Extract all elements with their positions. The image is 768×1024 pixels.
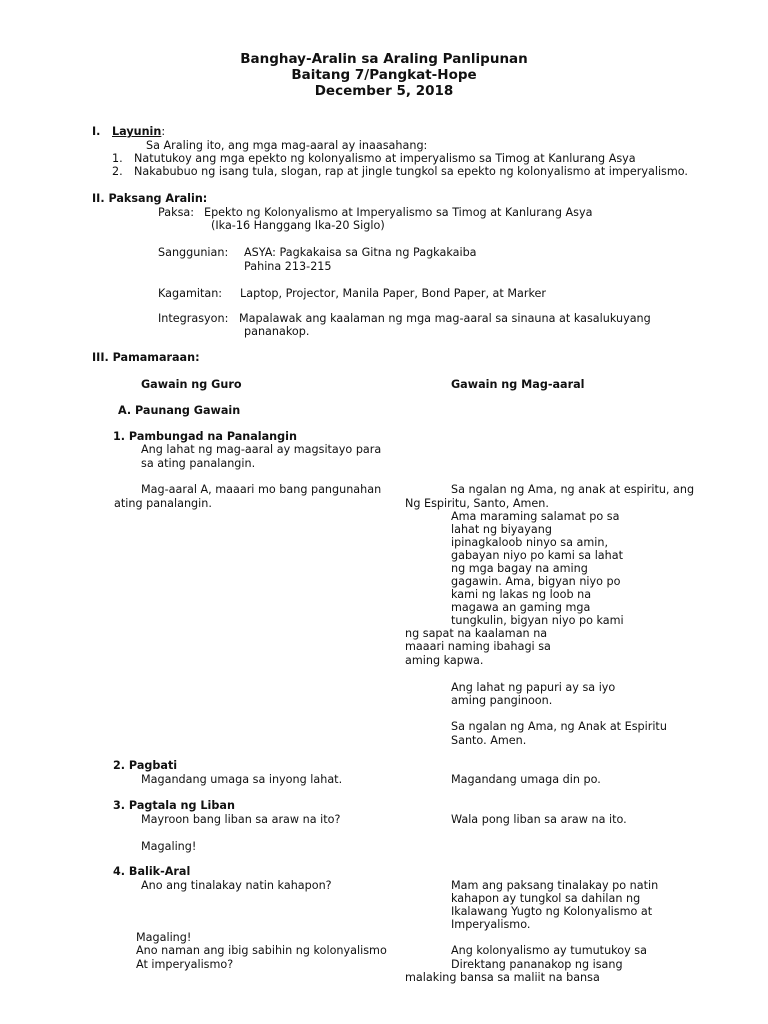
teacher-line: Ano naman ang ibig sabihin ng kolonyalismo [136,944,387,957]
student-line: Sa ngalan ng Ama, ng Anak at Espiritu [451,720,667,733]
integrasyon-label: Integrasyon: [158,312,229,325]
teacher-line: Mag-aaral A, maaari mo bang pangunahan [141,483,382,496]
student-line: aming panginoon. [451,694,553,707]
objective-number: 1. [112,152,123,165]
objectives-intro: Sa Araling ito, ang mga mag-aaral ay inaasahang: [146,139,428,152]
sanggunian-pages: Pahina 213-215 [244,260,332,273]
student-line: tungkulin, bigyan niyo po kami [451,614,624,627]
student-line: Ama maraming salamat po sa [451,510,620,523]
student-line: magawa an gaming mga [451,601,591,614]
student-line: aming kapwa. [405,654,484,667]
teacher-line: Mayroon bang liban sa araw na ito? [141,813,341,826]
section3-title: III. Pamamaraan: [92,351,200,364]
teacher-line: sa ating panalangin. [141,457,256,470]
grade-section: Baitang 7/Pangkat-Hope [291,67,477,83]
teacher-line: Magaling! [141,840,197,853]
student-column-header: Gawain ng Mag-aaral [451,378,585,391]
subsection-a: A. Paunang Gawain [118,404,241,417]
kagamitan-label: Kagamitan: [158,287,223,300]
student-line: malaking bansa sa maliit na bansa [405,971,600,984]
integrasyon-text-cont: pananakop. [244,325,310,338]
paksa-subtext: (Ika-16 Hanggang Ika-20 Siglo) [211,219,385,232]
section1-numeral: I. [92,125,101,138]
teacher-line: Magandang umaga sa inyong lahat. [141,773,343,786]
teacher-column-header: Gawain ng Guro [141,378,242,391]
student-line: Direktang pananakop ng isang [451,958,623,971]
student-line: Ng Espiritu, Santo, Amen. [405,497,549,510]
section2-title: II. Paksang Aralin: [92,192,208,205]
student-line: kami ng lakas ng loob na [451,588,592,601]
integrasyon-text: Mapalawak ang kaalaman ng mga mag-aaral sa sinauna at kasalukuyang [239,312,651,325]
teacher-line: Ano ang tinalakay natin kahapon? [141,879,332,892]
student-line: ng mga bagay na aming [451,562,588,575]
sanggunian-label: Sanggunian: [158,246,229,259]
objective-text: Nakabubuo ng isang tula, slogan, rap at jingle tungkol sa epekto ng kolonyalismo at imperyalismo. [134,165,688,178]
student-line: Imperyalismo. [451,918,531,931]
student-line: Wala pong liban sa araw na ito. [451,813,627,826]
student-line: lahat ng biyayang [451,523,552,536]
sanggunian-text: ASYA: Pagkakaisa sa Gitna ng Pagkakaiba [244,246,477,259]
step2-title: 2. Pagbati [113,759,178,772]
student-line: gabayan niyo po kami sa lahat [451,549,623,562]
student-line: Ang lahat ng papuri ay sa iyo [451,681,616,694]
step1-title: 1. Pambungad na Panalangin [113,430,297,443]
paksa-text: Epekto ng Kolonyalismo at Imperyalismo sa Timog at Kanlurang Asya [204,206,593,219]
step3-title: 3. Pagtala ng Liban [113,799,235,812]
section1-title: Layunin [112,125,162,138]
student-line: Mam ang paksang tinalakay po natin [451,879,659,892]
student-line: Ikalawang Yugto ng Kolonyalismo at [451,905,653,918]
paksa-label: Paksa: [158,206,195,219]
step4-title: 4. Balik-Aral [113,865,191,878]
section1-heading [112,125,165,138]
document-date: December 5, 2018 [314,83,454,99]
teacher-line: Ang lahat ng mag-aaral ay magsitayo para [141,443,382,456]
student-line: gagawin. Ama, bigyan niyo po [451,575,621,588]
teacher-line: Magaling! [136,931,192,944]
student-line: maaari naming ibahagi sa [405,640,551,653]
objective-number: 2. [112,165,123,178]
student-line: kahapon ay tungkol sa dahilan ng [451,892,641,905]
student-line: ng sapat na kaalaman na [405,627,548,640]
student-line: ipinagkaloob ninyo sa amin, [451,536,609,549]
section1-colon: : [161,125,166,138]
student-line: Sa ngalan ng Ama, ng anak at espiritu, ang [451,483,695,496]
student-line: Santo. Amen. [451,734,527,747]
teacher-line: ating panalangin. [114,497,212,510]
document-title: Banghay-Aralin sa Araling Panlipunan [240,51,528,67]
kagamitan-text: Laptop, Projector, Manila Paper, Bond Paper, at Marker [240,287,547,300]
teacher-line: At imperyalismo? [136,958,234,971]
student-line: Ang kolonyalismo ay tumutukoy sa [451,944,647,957]
objective-text: Natutukoy ang mga epekto ng kolonyalismo at imperyalismo sa Timog at Kanlurang Asya [134,152,636,165]
student-line: Magandang umaga din po. [451,773,601,786]
